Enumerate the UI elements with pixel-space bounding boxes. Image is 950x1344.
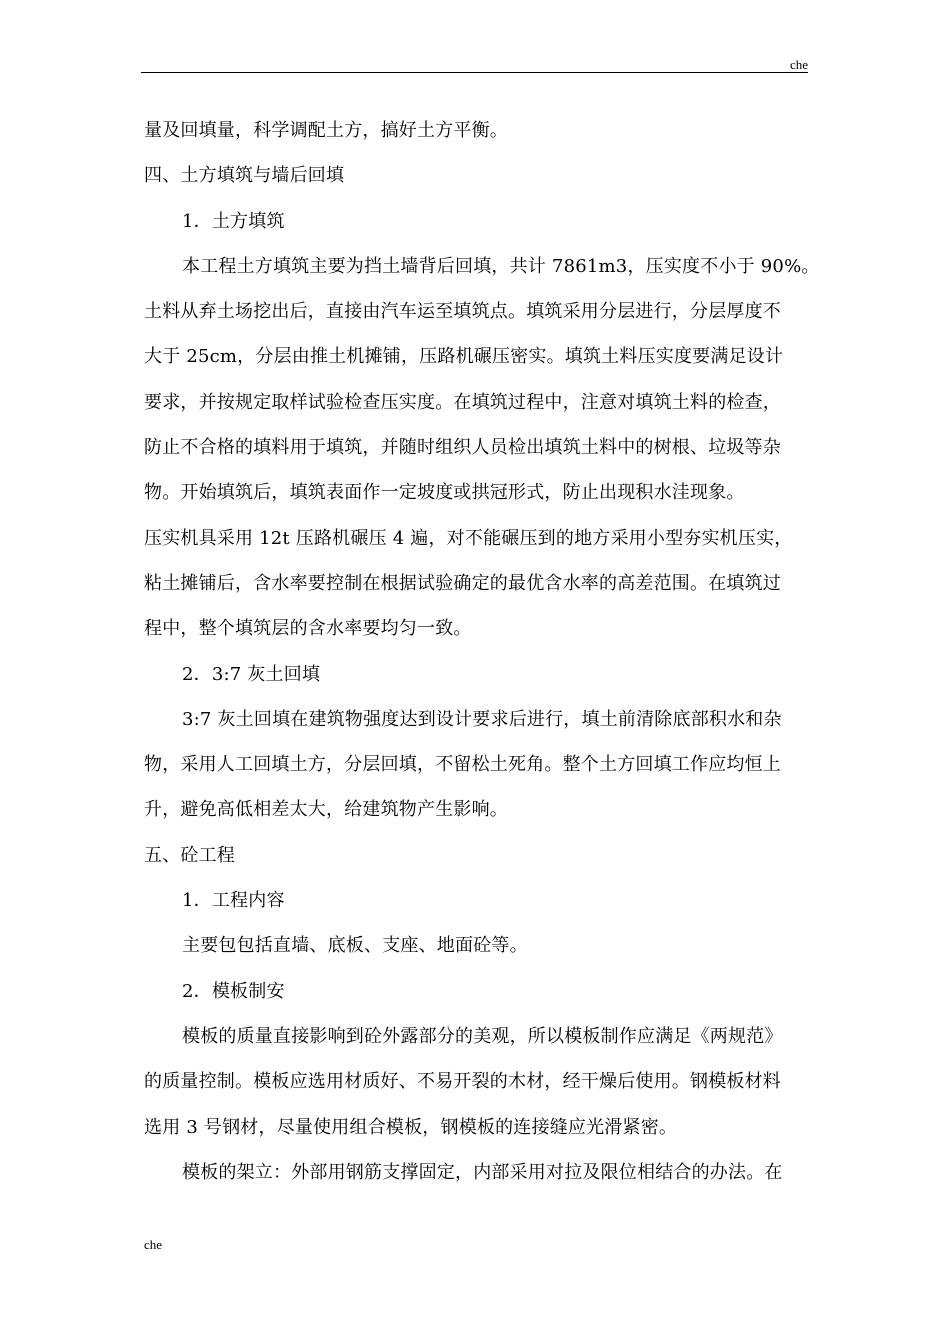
- text-line: 2．模板制安: [182, 980, 285, 1002]
- text-line: 粘土摊铺后，含水率要控制在根据试验确定的最优含水率的高差范围。在填筑过: [144, 572, 781, 594]
- text-line: 的质量控制。模板应选用材质好、不易开裂的木材，经干燥后使用。钢模板材料: [144, 1071, 781, 1093]
- text-line: 主要包包括直墙、底板、支座、地面砼等。: [182, 935, 528, 957]
- text-line: 防止不合格的填料用于填筑，并随时组织人员检出填筑土料中的树根、垃圾等杂: [144, 437, 781, 459]
- document-body: [144, 108, 820, 1195]
- text-line: 大于 25cm，分层由推土机摊铺，压路机碾压密实。填筑土料压实度要满足设计: [144, 346, 784, 368]
- text-line: 物。开始填筑后，填筑表面作一定坡度或拱冠形式，防止出现积水洼现象。: [144, 482, 745, 504]
- text-line: 模板的架立：外部用钢筋支撑固定，内部采用对拉及限位相结合的办法。在: [182, 1161, 783, 1183]
- text-line: 1．土方填筑: [182, 210, 285, 232]
- text-line: 五、砼工程: [144, 844, 235, 866]
- text-line: 本工程土方填筑主要为挡土墙背后回填，共计 7861m3，压实度不小于 90%。: [182, 255, 820, 277]
- text-line: 土料从弃土场挖出后，直接由汽车运至填筑点。填筑采用分层进行，分层厚度不: [144, 301, 781, 323]
- text-line: 模板的质量直接影响到砼外露部分的美观，所以模板制作应满足《两规范》: [182, 1025, 783, 1047]
- header-rule: [141, 72, 808, 73]
- text-line: 3:7 灰土回填在建筑物强度达到设计要求后进行，填土前清除底部积水和杂: [182, 708, 782, 730]
- page-header-text: che: [789, 57, 808, 72]
- text-line: 选用 3 号钢材，尽量使用组合模板，钢模板的连接缝应光滑紧密。: [144, 1116, 678, 1138]
- text-line: 量及回填量，科学调配土方，搞好土方平衡。: [144, 120, 508, 141]
- text-line: 压实机具采用 12t 压路机碾压 4 遍，对不能碾压到的地方采用小型夯实机压实，: [144, 527, 793, 549]
- text-line: 四、土方填筑与墙后回填: [144, 165, 345, 187]
- text-line: 升，避免高低相差太大，给建筑物产生影响。: [144, 799, 508, 821]
- text-line: 物，采用人工回填土方，分层回填，不留松土死角。整个土方回填工作应均恒上: [144, 754, 781, 776]
- text-line: 要求，并按规定取样试验检查压实度。在填筑过程中，注意对填筑土料的检查，: [144, 391, 781, 413]
- text-line: 1．工程内容: [182, 890, 285, 912]
- page-footer-text: che: [144, 1237, 163, 1252]
- text-line: 2．3:7 灰土回填: [182, 663, 321, 685]
- text-line: 程中，整个填筑层的含水率要均匀一致。: [144, 618, 472, 640]
